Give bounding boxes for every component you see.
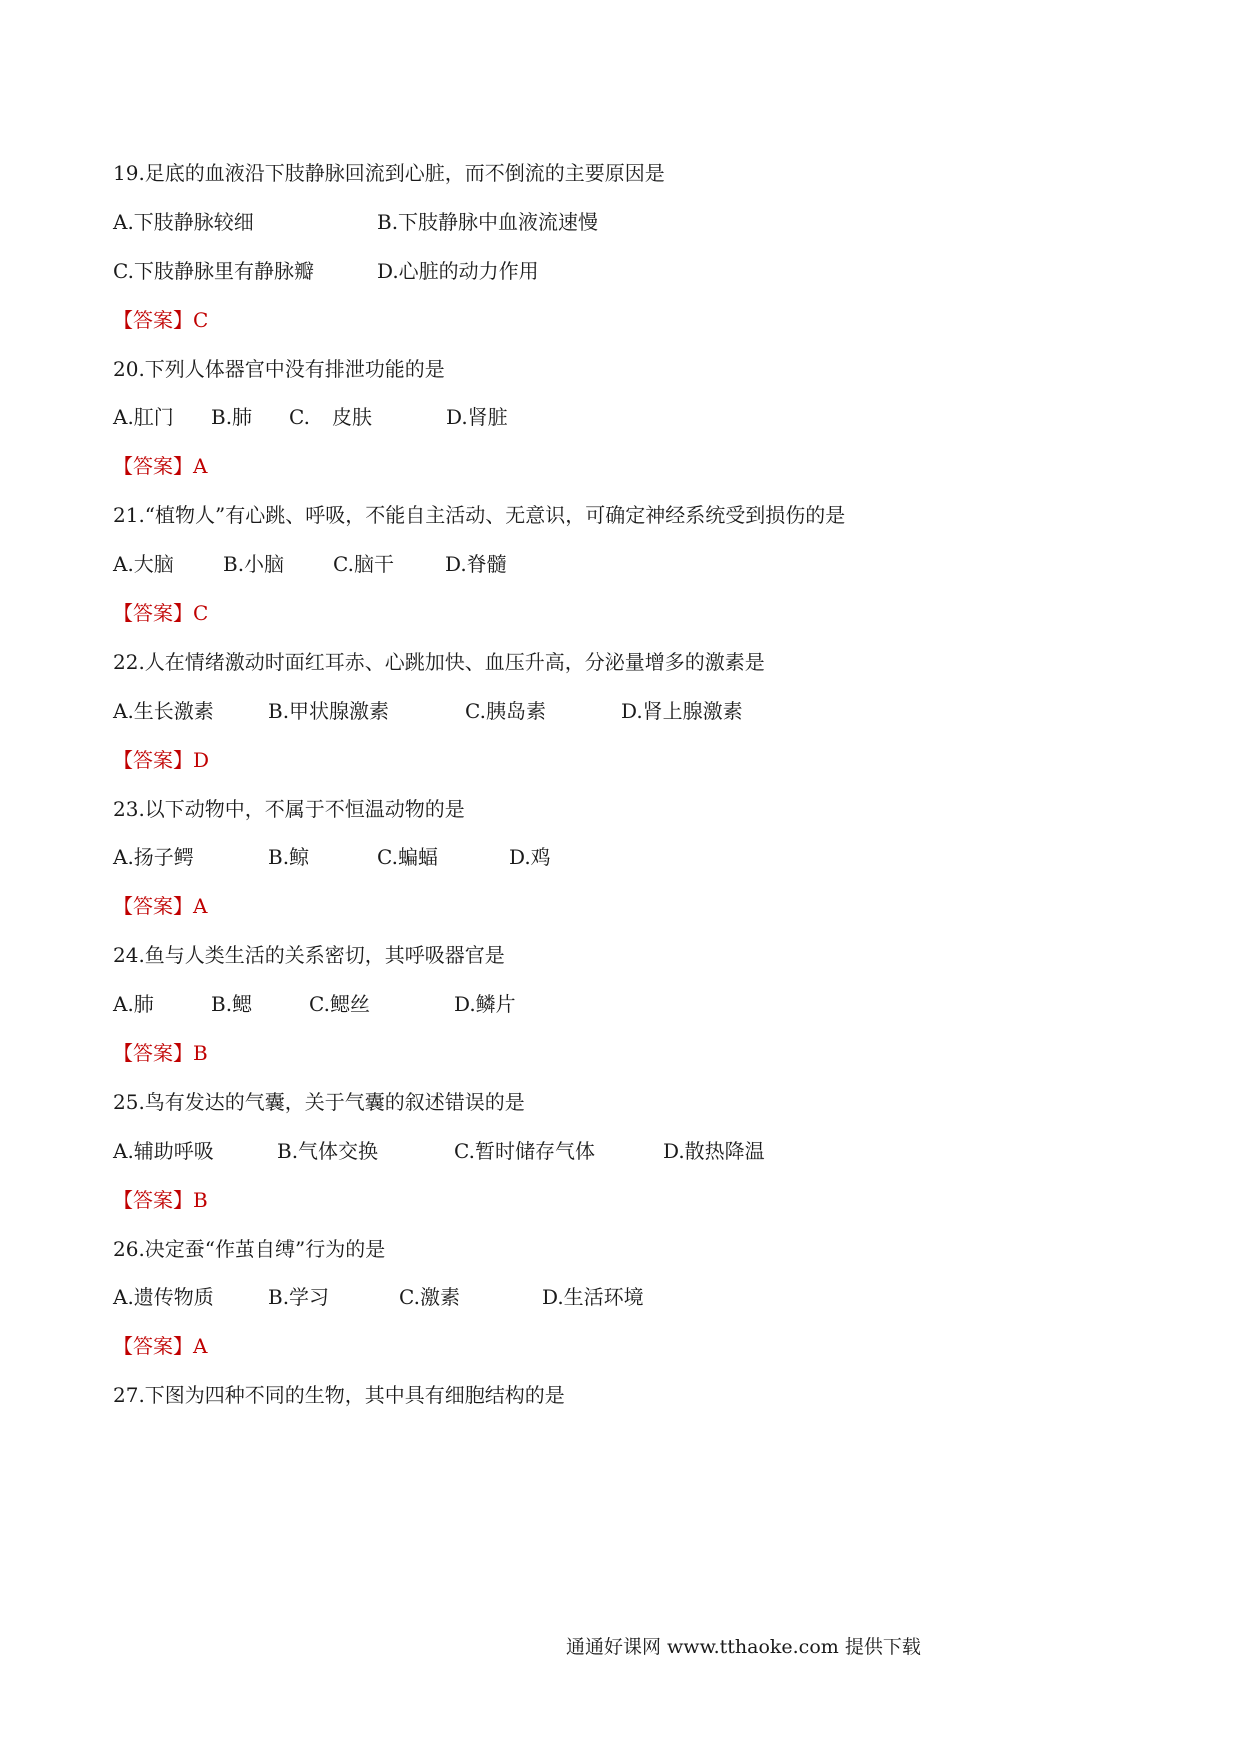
- question-list: [113, 156, 1153, 1427]
- question-19-options-row-1: [113, 205, 1153, 254]
- option-d: D.心脏的动力作用: [377, 258, 539, 283]
- question-24-stem: 24.鱼与人类生活的关系密切，其呼吸器官是: [113, 943, 505, 968]
- question-26-stem: 26.决定蚕“作茧自缚”行为的是: [113, 1236, 386, 1261]
- question-24-answer: 【答案】B: [113, 1041, 208, 1066]
- option-c: C.胰岛素: [465, 698, 546, 723]
- question-23-stem: 23.以下动物中，不属于不恒温动物的是: [113, 796, 465, 821]
- option-b: B.小脑: [223, 552, 285, 577]
- option-d: D.散热降温: [663, 1138, 765, 1163]
- option-b: B.下肢静脉中血液流速慢: [377, 209, 599, 234]
- option-c: C.鳃丝: [309, 992, 370, 1017]
- option-c: C.蝙蝠: [377, 845, 438, 870]
- question-20-stem: 20.下列人体器官中没有排泄功能的是: [113, 356, 445, 381]
- option-d: D.脊髓: [445, 552, 507, 577]
- option-b: B.学习: [268, 1285, 330, 1310]
- question-24-options: [113, 987, 1153, 1036]
- question-25-answer: 【答案】B: [113, 1187, 208, 1212]
- question-20-answer: 【答案】A: [113, 454, 208, 479]
- option-b: B.鳃: [211, 992, 253, 1017]
- question-22-options: [113, 694, 1153, 743]
- question-22-stem: 22.人在情绪激动时面红耳赤、心跳加快、血压升高，分泌量增多的激素是: [113, 649, 765, 674]
- option-c: C.暂时储存气体: [454, 1138, 595, 1163]
- option-c: C.激素: [399, 1285, 460, 1310]
- option-d: D.鳞片: [454, 992, 516, 1017]
- question-22-answer: 【答案】D: [113, 747, 210, 772]
- option-c-text: 皮肤: [332, 405, 372, 430]
- option-a: A.大脑: [113, 552, 174, 577]
- option-d: D.肾脏: [446, 405, 508, 430]
- option-a: A.扬子鳄: [113, 845, 194, 870]
- question-19-answer: 【答案】C: [113, 307, 209, 332]
- question-21-answer: 【答案】C: [113, 601, 209, 626]
- option-a: A.肺: [113, 992, 154, 1017]
- option-a: A.辅助呼吸: [113, 1138, 214, 1163]
- question-21-stem: 21.“植物人”有心跳、呼吸，不能自主活动、无意识，可确定神经系统受到损伤的是: [113, 503, 846, 528]
- question-25-options: [113, 1134, 1153, 1183]
- option-d: D.生活环境: [542, 1285, 644, 1310]
- option-b: B.肺: [211, 405, 253, 430]
- question-26-options: [113, 1280, 1153, 1329]
- option-c: C.脑干: [333, 552, 394, 577]
- option-a: A.生长激素: [113, 698, 214, 723]
- option-b: B.气体交换: [277, 1138, 379, 1163]
- question-25-stem: 25.鸟有发达的气囊，关于气囊的叙述错误的是: [113, 1089, 525, 1114]
- question-27-stem: 27.下图为四种不同的生物，其中具有细胞结构的是: [113, 1383, 565, 1408]
- option-c: C.下肢静脉里有静脉瓣: [113, 258, 314, 283]
- page-footer: 通通好课网 www.tthaoke.com 提供下载: [566, 1636, 921, 1658]
- question-20-options: [113, 400, 1153, 449]
- option-d: D.鸡: [509, 845, 551, 870]
- option-a: A.下肢静脉较细: [113, 209, 254, 234]
- option-b: B.甲状腺激素: [268, 698, 390, 723]
- question-26-answer: 【答案】A: [113, 1334, 208, 1359]
- question-23-answer: 【答案】A: [113, 894, 208, 919]
- option-d: D.肾上腺激素: [621, 698, 743, 723]
- question-23-options: [113, 840, 1153, 889]
- option-a: A.肛门: [113, 405, 174, 430]
- question-21-options: [113, 547, 1153, 596]
- option-c: C.: [289, 405, 310, 430]
- option-a: A.遗传物质: [113, 1285, 214, 1310]
- question-19-stem: 19.足底的血液沿下肢静脉回流到心脏，而不倒流的主要原因是: [113, 161, 665, 185]
- option-b: B.鲸: [268, 845, 310, 870]
- question-19-options-row-2: [113, 254, 1153, 303]
